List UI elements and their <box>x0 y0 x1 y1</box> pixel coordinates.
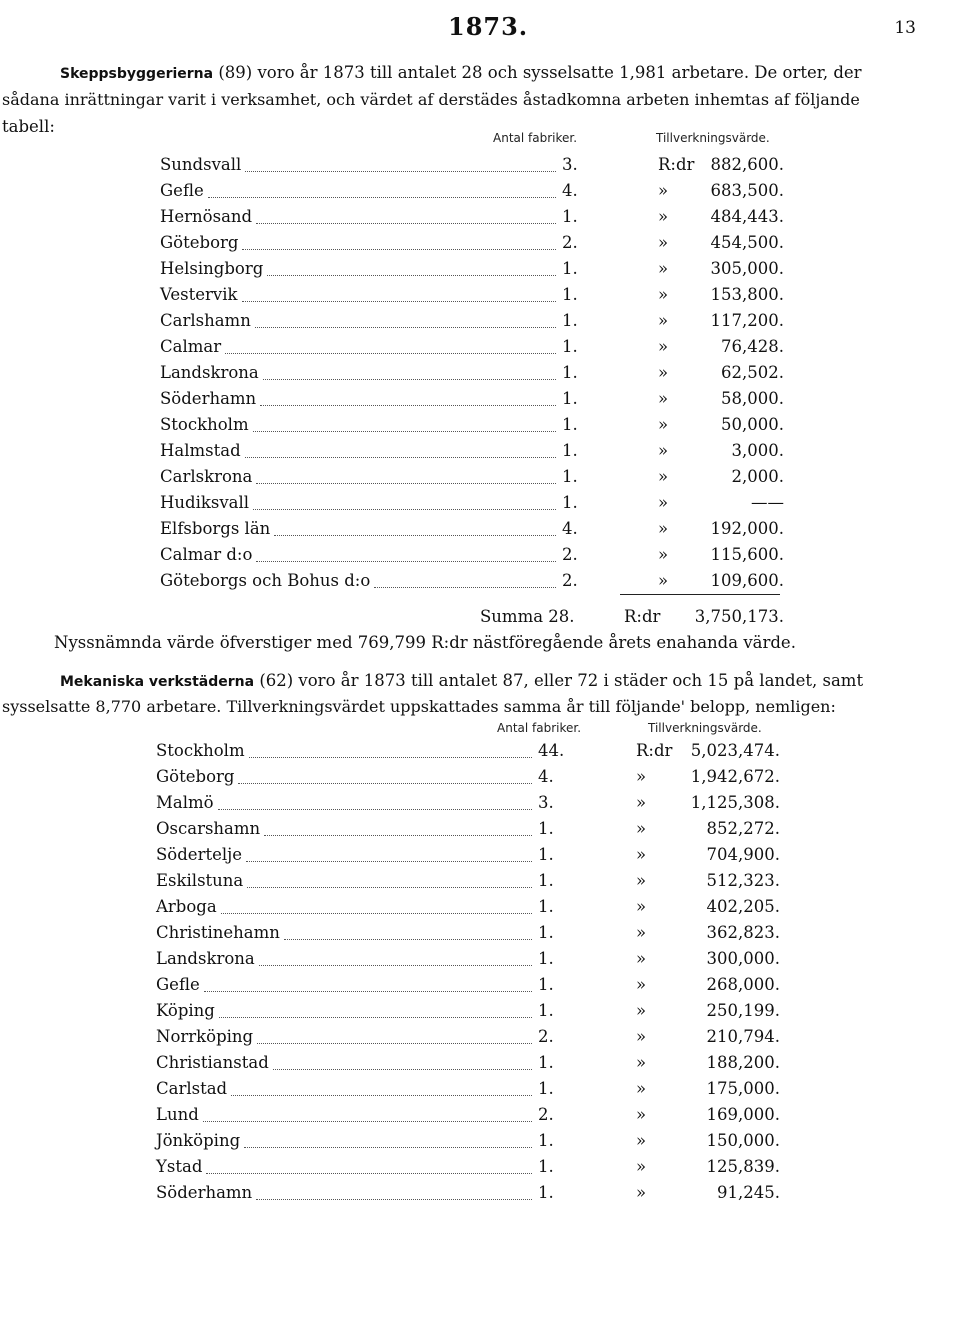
row-count: 1. <box>538 949 554 968</box>
row-count: 1. <box>538 975 554 994</box>
row-value: 117,200. <box>710 311 784 330</box>
row-value: 50,000. <box>721 415 784 434</box>
row-place: Halmstad <box>160 441 241 460</box>
row-count: 1. <box>562 415 578 434</box>
row-count: 1. <box>538 1053 554 1072</box>
table1-total-label: Summa 28. <box>480 607 575 626</box>
dot-leader <box>246 861 532 862</box>
dot-leader <box>219 1017 532 1018</box>
row-place: Landskrona <box>156 949 255 968</box>
row-place: Sundsvall <box>160 155 242 174</box>
dot-leader <box>264 835 532 836</box>
table-row <box>156 975 786 1001</box>
page-year: 1873. <box>448 12 529 41</box>
row-value: 125,839. <box>706 1157 780 1176</box>
row-place: Gefle <box>160 181 204 200</box>
row-place: Södertelje <box>156 845 243 864</box>
section1-line1 <box>60 60 862 87</box>
table-row <box>160 441 790 467</box>
row-value: 268,000. <box>706 975 780 994</box>
dot-leader <box>245 171 556 172</box>
row-place: Landskrona <box>160 363 259 382</box>
row-value: 5,023,474. <box>690 741 780 760</box>
table-row <box>156 1053 786 1079</box>
table2-col-count-header: Antal fabriker. <box>497 721 582 735</box>
row-count: 1. <box>562 259 578 278</box>
table-row <box>160 389 790 415</box>
table-row <box>160 311 790 337</box>
row-value: 115,600. <box>710 545 784 564</box>
row-count: 1. <box>562 467 578 486</box>
row-place: Norrköping <box>156 1027 254 1046</box>
row-value: 210,794. <box>706 1027 780 1046</box>
dot-leader <box>267 275 556 276</box>
table-row <box>160 285 790 311</box>
row-value: 852,272. <box>706 819 780 838</box>
row-currency: » <box>658 545 669 564</box>
row-currency: » <box>658 493 669 512</box>
row-place: Calmar d:o <box>160 545 253 564</box>
row-value: 188,200. <box>706 1053 780 1072</box>
row-currency: » <box>658 519 669 538</box>
row-count: 1. <box>538 1079 554 1098</box>
dot-leader <box>208 197 556 198</box>
row-place: Ystad <box>156 1157 203 1176</box>
dot-leader <box>247 887 532 888</box>
table-row <box>160 415 790 441</box>
row-place: Stockholm <box>156 741 245 760</box>
row-place: Carlshamn <box>160 311 251 330</box>
row-value: 683,500. <box>710 181 784 200</box>
row-place: Elfsborgs län <box>160 519 271 538</box>
row-currency: » <box>658 233 669 252</box>
row-place: Vestervik <box>160 285 238 304</box>
row-currency: » <box>636 975 647 994</box>
row-value: —— <box>751 493 784 512</box>
section2-line1 <box>60 668 863 695</box>
table1-sum-rule <box>620 594 780 595</box>
row-place: Göteborg <box>160 233 239 252</box>
row-place: Hudiksvall <box>160 493 250 512</box>
row-count: 3. <box>538 793 554 812</box>
table-row <box>160 337 790 363</box>
dot-leader <box>256 561 556 562</box>
page-number: 13 <box>894 18 916 38</box>
row-currency: R:dr <box>636 741 673 760</box>
row-currency: » <box>636 1027 647 1046</box>
row-currency: » <box>636 1001 647 1020</box>
row-count: 1. <box>562 363 578 382</box>
table-row <box>156 741 786 767</box>
table-row <box>156 1157 786 1183</box>
table-row <box>156 871 786 897</box>
dot-leader <box>284 939 532 940</box>
row-place: Calmar <box>160 337 222 356</box>
row-currency: » <box>636 1183 647 1202</box>
row-currency: » <box>658 181 669 200</box>
row-currency: » <box>636 819 647 838</box>
row-place: Göteborg <box>156 767 235 786</box>
table-row <box>156 1079 786 1105</box>
row-place: Arboga <box>156 897 217 916</box>
section2-title: Mekaniska verkstäderna <box>60 674 255 690</box>
row-currency: » <box>658 415 669 434</box>
row-place: Söderhamn <box>156 1183 253 1202</box>
dot-leader <box>253 509 556 510</box>
table-row <box>160 233 790 259</box>
row-value: 484,443. <box>710 207 784 226</box>
row-count: 1. <box>562 337 578 356</box>
dot-leader <box>259 965 532 966</box>
row-count: 4. <box>562 181 578 200</box>
table-row <box>160 467 790 493</box>
row-place: Jönköping <box>156 1131 241 1150</box>
row-currency: » <box>658 571 669 590</box>
dot-leader <box>249 757 532 758</box>
row-count: 1. <box>538 923 554 942</box>
dot-leader <box>245 457 556 458</box>
section1-line3: tabell: <box>2 117 55 136</box>
table-row <box>160 155 790 181</box>
row-count: 2. <box>562 571 578 590</box>
row-currency: » <box>636 1157 647 1176</box>
row-count: 2. <box>562 233 578 252</box>
table-row <box>156 1001 786 1027</box>
section1-line2: sådana inrättningar varit i verksamhet, och värdet af derstädes åstadkomna arbeten inhemtas af följande <box>2 90 860 109</box>
dot-leader <box>225 353 556 354</box>
row-value: 704,900. <box>706 845 780 864</box>
dot-leader <box>204 991 532 992</box>
row-currency: » <box>636 1105 647 1124</box>
row-count: 1. <box>562 311 578 330</box>
row-place: Hernösand <box>160 207 253 226</box>
row-place: Christianstad <box>156 1053 269 1072</box>
table-row <box>160 363 790 389</box>
row-value: 175,000. <box>706 1079 780 1098</box>
row-count: 1. <box>538 819 554 838</box>
dot-leader <box>253 431 556 432</box>
table-row <box>156 897 786 923</box>
row-count: 2. <box>538 1027 554 1046</box>
dot-leader <box>238 783 532 784</box>
dot-leader <box>256 223 556 224</box>
row-place: Stockholm <box>160 415 249 434</box>
row-place: Carlskrona <box>160 467 253 486</box>
row-place: Lund <box>156 1105 199 1124</box>
row-value: 882,600. <box>710 155 784 174</box>
table-row <box>156 1027 786 1053</box>
row-count: 1. <box>538 1183 554 1202</box>
row-value: 512,323. <box>706 871 780 890</box>
row-currency: » <box>636 1131 647 1150</box>
row-place: Malmö <box>156 793 214 812</box>
row-currency: » <box>636 897 647 916</box>
row-currency: » <box>636 1079 647 1098</box>
dot-leader <box>256 483 556 484</box>
dot-leader <box>242 301 556 302</box>
row-currency: » <box>658 311 669 330</box>
dot-leader <box>273 1069 532 1070</box>
row-currency: » <box>658 285 669 304</box>
row-place: Eskilstuna <box>156 871 244 890</box>
row-value: 58,000. <box>721 389 784 408</box>
row-currency: » <box>636 767 647 786</box>
dot-leader <box>274 535 556 536</box>
row-count: 44. <box>538 741 565 760</box>
table1-total-value: 3,750,173. <box>694 607 784 626</box>
row-currency: » <box>636 1053 647 1072</box>
dot-leader <box>256 1199 532 1200</box>
row-currency: » <box>636 949 647 968</box>
row-count: 1. <box>562 285 578 304</box>
row-count: 2. <box>538 1105 554 1124</box>
row-count: 1. <box>562 389 578 408</box>
row-place: Göteborgs och Bohus d:o <box>160 571 371 590</box>
dot-leader <box>244 1147 532 1148</box>
section2-line2: sysselsatte 8,770 arbetare. Tillverkningsvärdet uppskattades samma år till följande' belopp, nemligen: <box>2 697 836 716</box>
row-count: 3. <box>562 155 578 174</box>
row-value: 362,823. <box>706 923 780 942</box>
section1-note: Nyssnämnda värde öfverstiger med 769,799 R:dr nästföregående årets enahanda värde. <box>54 633 796 652</box>
row-count: 2. <box>562 545 578 564</box>
row-count: 1. <box>538 897 554 916</box>
row-value: 192,000. <box>710 519 784 538</box>
row-count: 4. <box>562 519 578 538</box>
table-row <box>156 949 786 975</box>
section1-title: Skeppsbyggerierna <box>60 66 214 82</box>
row-value: 76,428. <box>721 337 784 356</box>
row-value: 454,500. <box>710 233 784 252</box>
row-currency: R:dr <box>658 155 695 174</box>
table-row <box>160 207 790 233</box>
row-place: Söderhamn <box>160 389 257 408</box>
table-row <box>156 1131 786 1157</box>
row-place: Christinehamn <box>156 923 280 942</box>
section1-line1-text: (89) voro år 1873 till antalet 28 och sysselsatte 1,981 arbetare. De orter, der <box>218 63 862 82</box>
table-row <box>160 519 790 545</box>
row-value: 3,000. <box>731 441 784 460</box>
table1-col-value-header: Tillverkningsvärde. <box>656 131 770 145</box>
dot-leader <box>206 1173 532 1174</box>
row-count: 1. <box>562 207 578 226</box>
row-count: 1. <box>562 441 578 460</box>
table-row <box>156 845 786 871</box>
dot-leader <box>255 327 556 328</box>
row-place: Oscarshamn <box>156 819 261 838</box>
table-row <box>156 1105 786 1131</box>
row-currency: » <box>658 389 669 408</box>
table1-col-count-header: Antal fabriker. <box>493 131 578 145</box>
row-place: Köping <box>156 1001 215 1020</box>
row-currency: » <box>658 441 669 460</box>
row-place: Gefle <box>156 975 200 994</box>
row-count: 1. <box>538 1157 554 1176</box>
row-currency: » <box>658 207 669 226</box>
row-currency: » <box>636 793 647 812</box>
table-row <box>160 545 790 571</box>
row-value: 305,000. <box>710 259 784 278</box>
row-place: Helsingborg <box>160 259 264 278</box>
row-value: 91,245. <box>717 1183 780 1202</box>
row-value: 1,125,308. <box>690 793 780 812</box>
dot-leader <box>260 405 556 406</box>
row-value: 153,800. <box>710 285 784 304</box>
dot-leader <box>218 809 532 810</box>
row-value: 402,205. <box>706 897 780 916</box>
table-row <box>156 793 786 819</box>
row-currency: » <box>636 923 647 942</box>
row-currency: » <box>636 871 647 890</box>
row-currency: » <box>658 467 669 486</box>
row-currency: » <box>636 845 647 864</box>
row-count: 1. <box>538 1001 554 1020</box>
row-place: Carlstad <box>156 1079 228 1098</box>
row-count: 1. <box>538 1131 554 1150</box>
table-row <box>156 1183 786 1209</box>
row-currency: » <box>658 363 669 382</box>
table-row <box>156 767 786 793</box>
table-row <box>156 819 786 845</box>
table-row <box>156 923 786 949</box>
dot-leader <box>263 379 556 380</box>
dot-leader <box>257 1043 532 1044</box>
row-value: 1,942,672. <box>690 767 780 786</box>
table1-total-currency: R:dr <box>624 607 661 626</box>
row-value: 109,600. <box>710 571 784 590</box>
row-count: 4. <box>538 767 554 786</box>
row-count: 1. <box>538 871 554 890</box>
table2-col-value-header: Tillverkningsvärde. <box>648 721 762 735</box>
dot-leader <box>231 1095 532 1096</box>
row-value: 2,000. <box>731 467 784 486</box>
row-value: 169,000. <box>706 1105 780 1124</box>
section2-line1-text: (62) voro år 1873 till antalet 87, eller 72 i städer och 15 på landet, samt <box>259 671 864 690</box>
row-currency: » <box>658 259 669 278</box>
row-count: 1. <box>538 845 554 864</box>
table-row <box>160 181 790 207</box>
row-value: 62,502. <box>721 363 784 382</box>
row-currency: » <box>658 337 669 356</box>
dot-leader <box>374 587 556 588</box>
dot-leader <box>242 249 556 250</box>
row-value: 250,199. <box>706 1001 780 1020</box>
row-count: 1. <box>562 493 578 512</box>
table-row <box>160 259 790 285</box>
table-row <box>160 493 790 519</box>
dot-leader <box>221 913 532 914</box>
row-value: 150,000. <box>706 1131 780 1150</box>
row-value: 300,000. <box>706 949 780 968</box>
dot-leader <box>203 1121 532 1122</box>
